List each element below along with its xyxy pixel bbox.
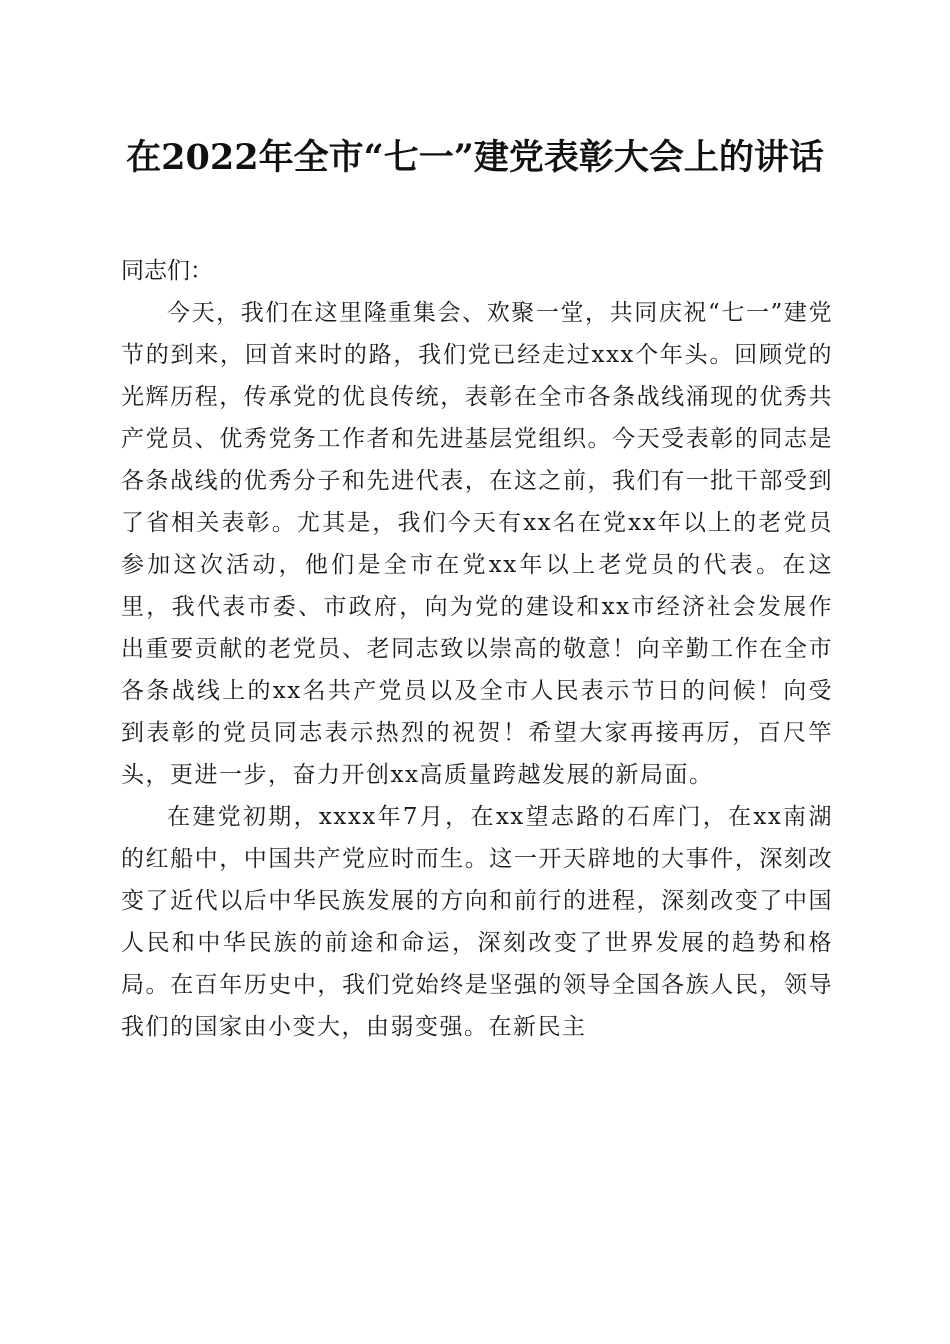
paragraph-history: 在建党初期，xxxx年7月，在xx望志路的石库门，在xx南湖的红船中，中国共产党应时而生。这一开天辟地的大事件，深刻改变了近代以后中华民族发展的方向和前行的进程，深刻改变了中国人民和中华民族的前途和命运，深刻改变了世界发展的趋势和格局。在百年历史中，我们党始终是坚强的领导全国各族人民，领导我们的国家由小变大，由弱变强。在新民主	[121, 804, 833, 1040]
document-title: 在2022年全市“七一”建党表彰大会上的讲话	[126, 137, 824, 178]
document-body	[121, 250, 833, 1048]
paragraph-opening: 今天，我们在这里隆重集会、欢聚一堂，共同庆祝“七一”建党节的到来，回首来时的路，我们党已经走过xxx个年头。回顾党的光辉历程，传承党的优良传统，表彰在全市各条战线涌现的优秀共产党员、优秀党务工作者和先进基层党组织。今天受表彰的同志是各条战线的优秀分子和先进代表，在这之前，我们有一批干部受到了省相关表彰。尤其是，我们今天有xx名在党xx年以上的老党员参加这次活动，他们是全市在党xx年以上老党员的代表。在这里，我代表市委、市政府，向为党的建设和xx市经济社会发展作出重要贡献的老党员、老同志致以崇高的敬意！向辛勤工作在全市各条战线上的xx名共产党员以及全市人民表示节日的问候！向受到表彰的党员同志表示热烈的祝贺！希望大家再接再厉，百尺竿头，更进一步，奋力开创xx高质量跨越发展的新局面。	[121, 300, 833, 788]
salutation: 同志们：	[121, 258, 213, 284]
